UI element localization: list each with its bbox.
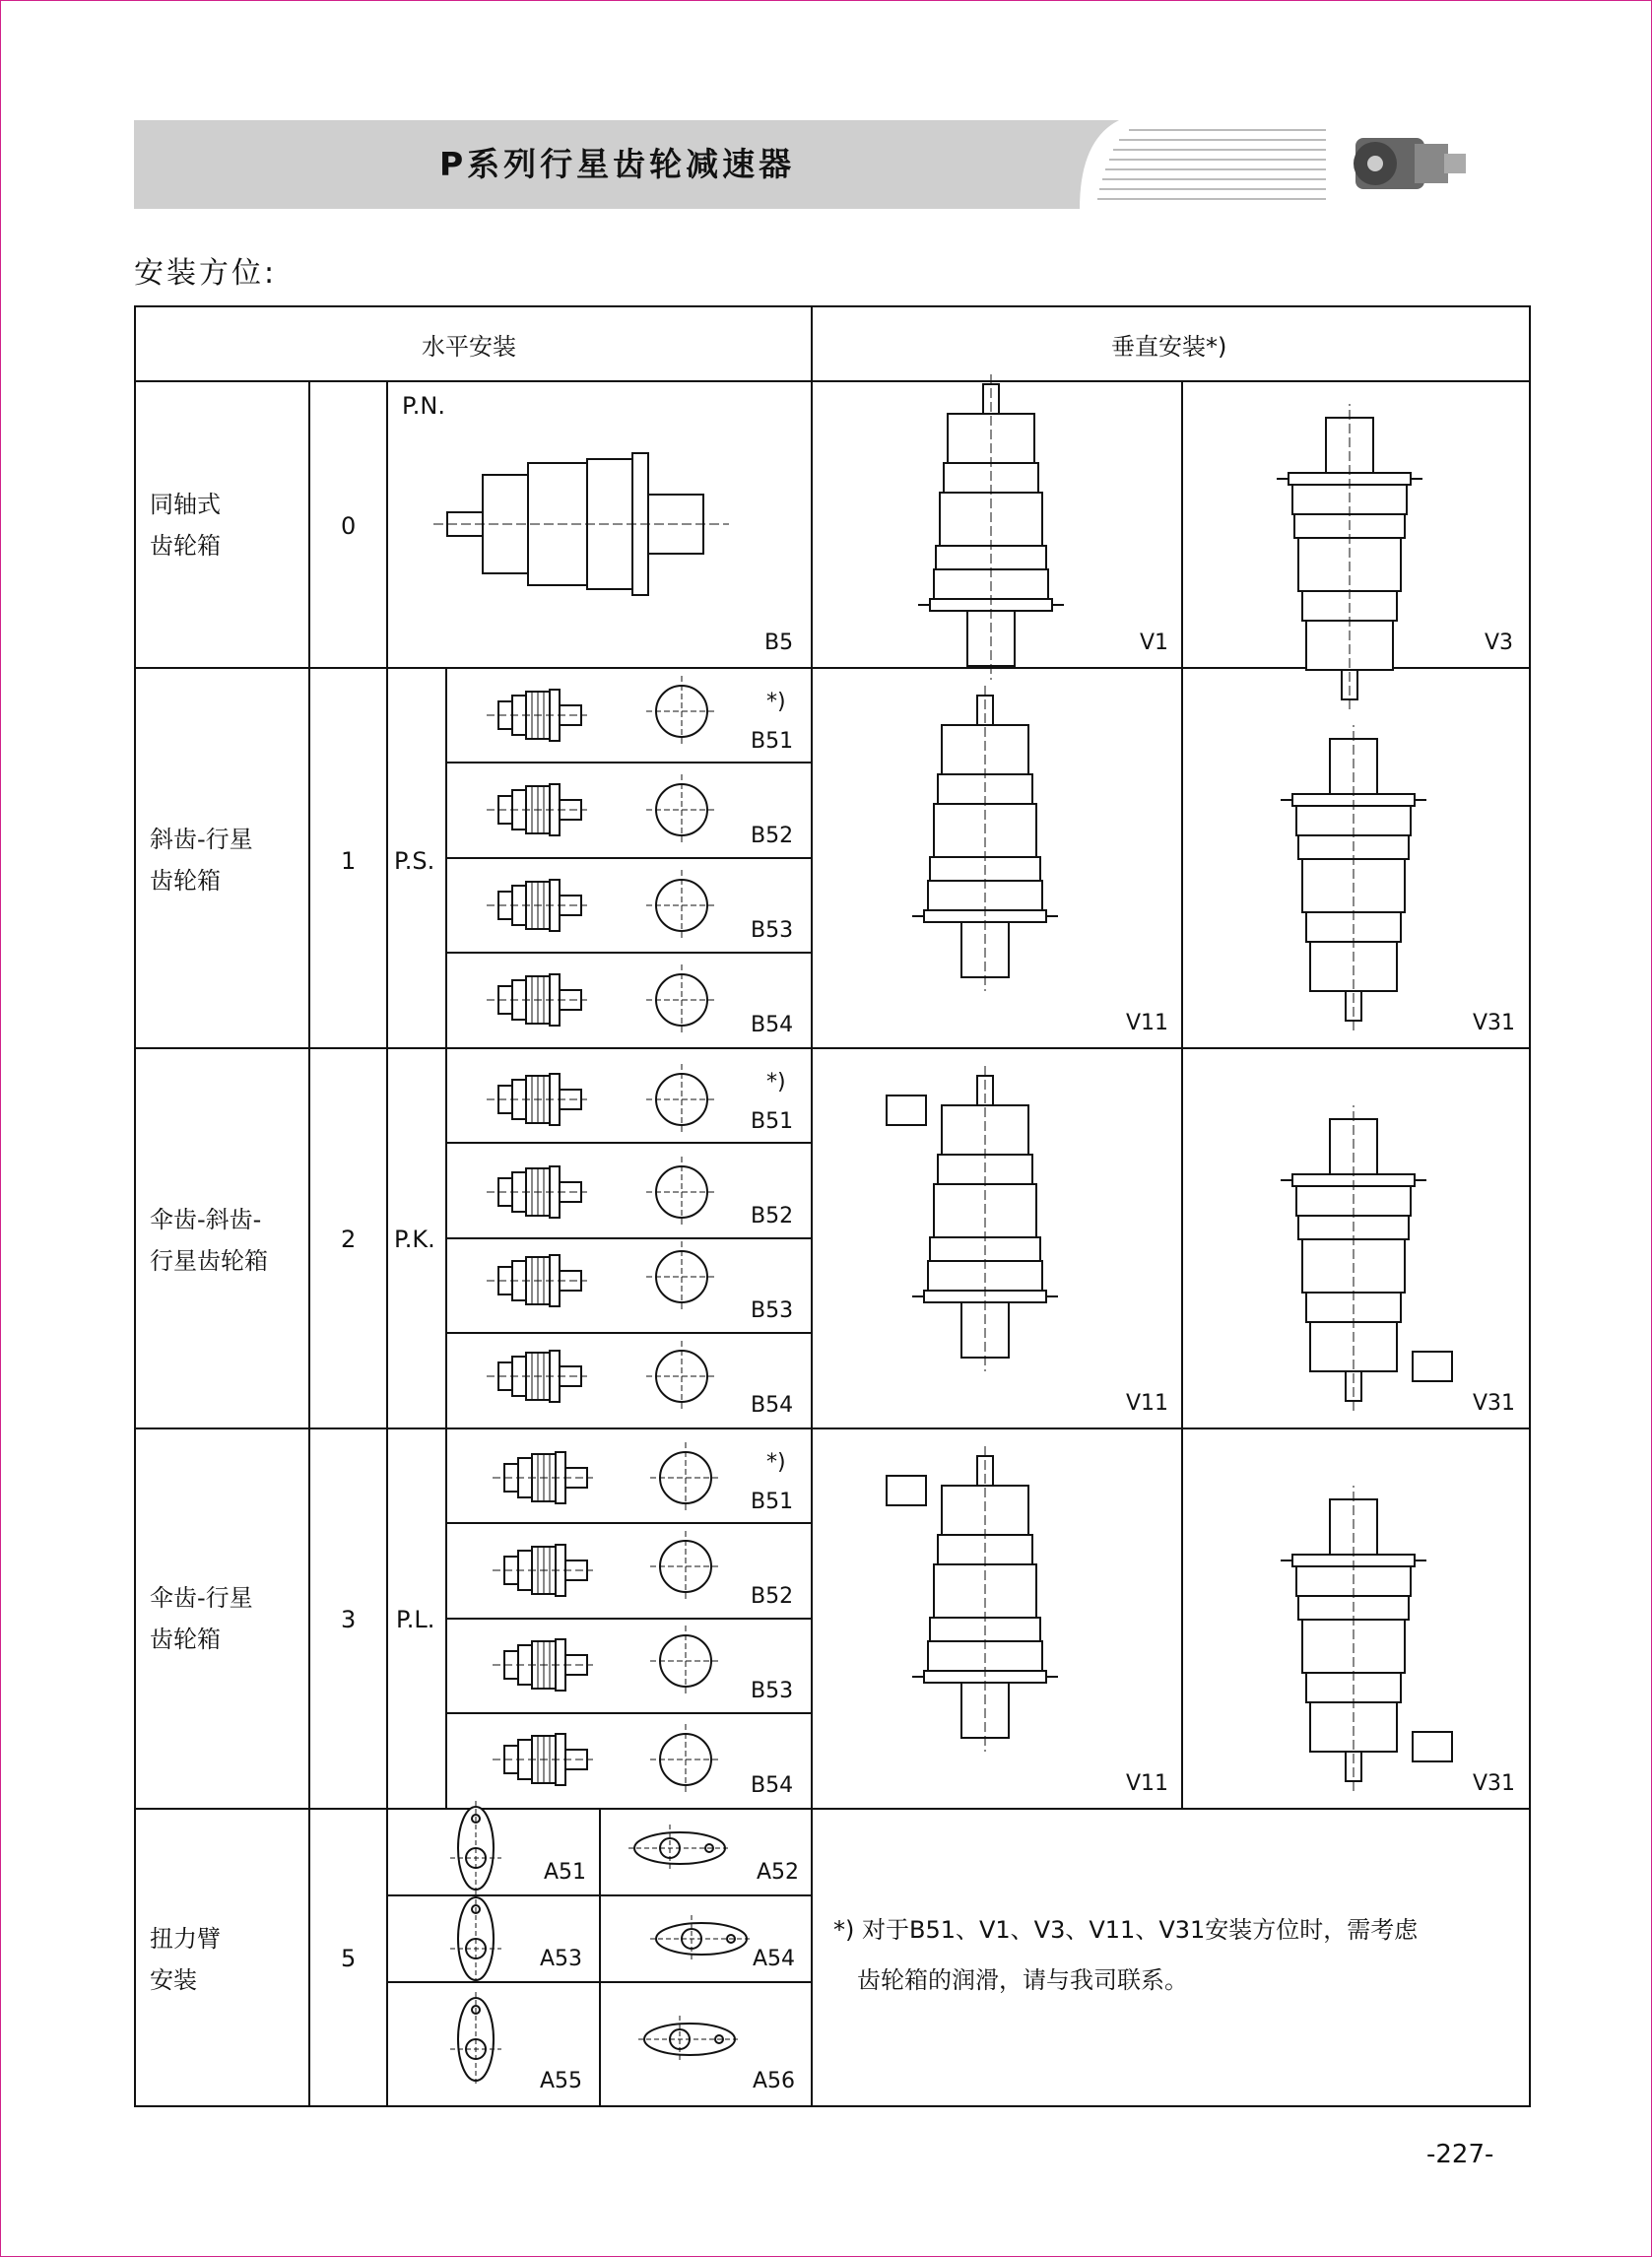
row-1-code-b52: B52: [751, 824, 794, 848]
row-2-code-b53: B53: [751, 1298, 794, 1323]
row-3-code-b52: B52: [751, 1584, 794, 1609]
torque-arm-code-a51: A51: [544, 1860, 587, 1885]
horizontal-mounting-header: 水平安装: [422, 333, 516, 361]
row-3-code-b54: B54: [751, 1773, 794, 1798]
torque-arm-code-a55: A55: [540, 2069, 583, 2093]
row-0-code-v1: V1: [1140, 631, 1169, 655]
row1-v31-drawing: [1281, 725, 1426, 1030]
row-2-type: P.K.: [394, 1226, 435, 1253]
row-3-name-line-1: 伞齿-行星: [150, 1584, 253, 1612]
row-2-code-v11: V11: [1126, 1391, 1169, 1416]
row-1-name-line-1: 斜齿-行星: [150, 826, 253, 853]
section-title: 安装方位:: [134, 256, 278, 291]
row-2-code-v31: V31: [1473, 1391, 1516, 1416]
torque-arm-code-a52: A52: [757, 1860, 800, 1885]
row-1-code-v11: V11: [1126, 1011, 1169, 1035]
v1-drawing: [918, 374, 1064, 680]
row-1-name-line-2: 齿轮箱: [150, 867, 221, 895]
row-1-code-b53: B53: [751, 918, 794, 943]
torque-arm-code-a54: A54: [753, 1947, 796, 1971]
vertical-mounting-header: 垂直安装*): [1111, 333, 1227, 361]
torque-arm-name-line-1: 扭力臂: [150, 1925, 221, 1953]
torque-arm-name-line-2: 安装: [150, 1966, 197, 1994]
row-0-code-v3: V3: [1485, 631, 1514, 655]
row-0-name-line-2: 齿轮箱: [150, 532, 221, 560]
torque-arm-drawings: [450, 1801, 753, 2087]
row-2-number: 2: [341, 1226, 357, 1253]
footnote-line-2: 齿轮箱的润滑，请与我司联系。: [857, 1966, 1188, 1994]
page-title: P系列行星齿轮减速器: [439, 145, 796, 183]
row-1-code-v31: V31: [1473, 1011, 1516, 1035]
row-2-code-b51: B51: [751, 1109, 794, 1134]
row3-v31-drawing: [1281, 1486, 1452, 1791]
row-1-type: P.S.: [394, 847, 435, 875]
row2-v31-drawing: [1281, 1105, 1452, 1411]
row3-v11-drawing: [887, 1446, 1058, 1752]
v3-drawing: [1277, 404, 1422, 709]
row-0-code-b5: B5: [764, 631, 794, 655]
row-2-note: *): [766, 1070, 786, 1095]
row-3-code-v31: V31: [1473, 1771, 1516, 1796]
row-2-code-b52: B52: [751, 1204, 794, 1228]
row-3-number: 3: [341, 1606, 357, 1633]
row-3-code-v11: V11: [1126, 1771, 1169, 1796]
row-2-name-line-2: 行星齿轮箱: [150, 1247, 268, 1275]
torque-arm-code-a53: A53: [540, 1947, 583, 1971]
row-3-code-b51: B51: [751, 1490, 794, 1514]
row-1-number: 1: [341, 847, 357, 875]
row-3-type: P.L.: [396, 1606, 435, 1633]
torque-arm-number: 5: [341, 1945, 357, 1972]
page-number: -227-: [1426, 2140, 1494, 2169]
row1-horizontal-drawings: [487, 676, 717, 1035]
row2-v11-drawing: [887, 1066, 1058, 1371]
row1-v11-drawing: [912, 686, 1058, 991]
row-3-code-b53: B53: [751, 1679, 794, 1703]
row-0-name-line-1: 同轴式: [150, 491, 221, 518]
row-0-number: 0: [341, 512, 357, 540]
row-1-code-b54: B54: [751, 1013, 794, 1037]
torque-arm-code-a56: A56: [753, 2069, 796, 2093]
row-3-name-line-2: 齿轮箱: [150, 1626, 221, 1653]
row-0-type: P.N.: [402, 392, 445, 420]
row-1-code-b51: B51: [751, 729, 794, 754]
pn-horizontal-drawing: [433, 453, 729, 595]
row-1-note: *): [766, 690, 786, 714]
row-2-code-b54: B54: [751, 1393, 794, 1418]
row-3-note: *): [766, 1450, 786, 1475]
row-2-name-line-1: 伞齿-斜齿-: [150, 1206, 262, 1233]
footnote-line-1: *) 对于B51、V1、V3、V11、V31安装方位时，需考虑: [833, 1916, 1419, 1944]
